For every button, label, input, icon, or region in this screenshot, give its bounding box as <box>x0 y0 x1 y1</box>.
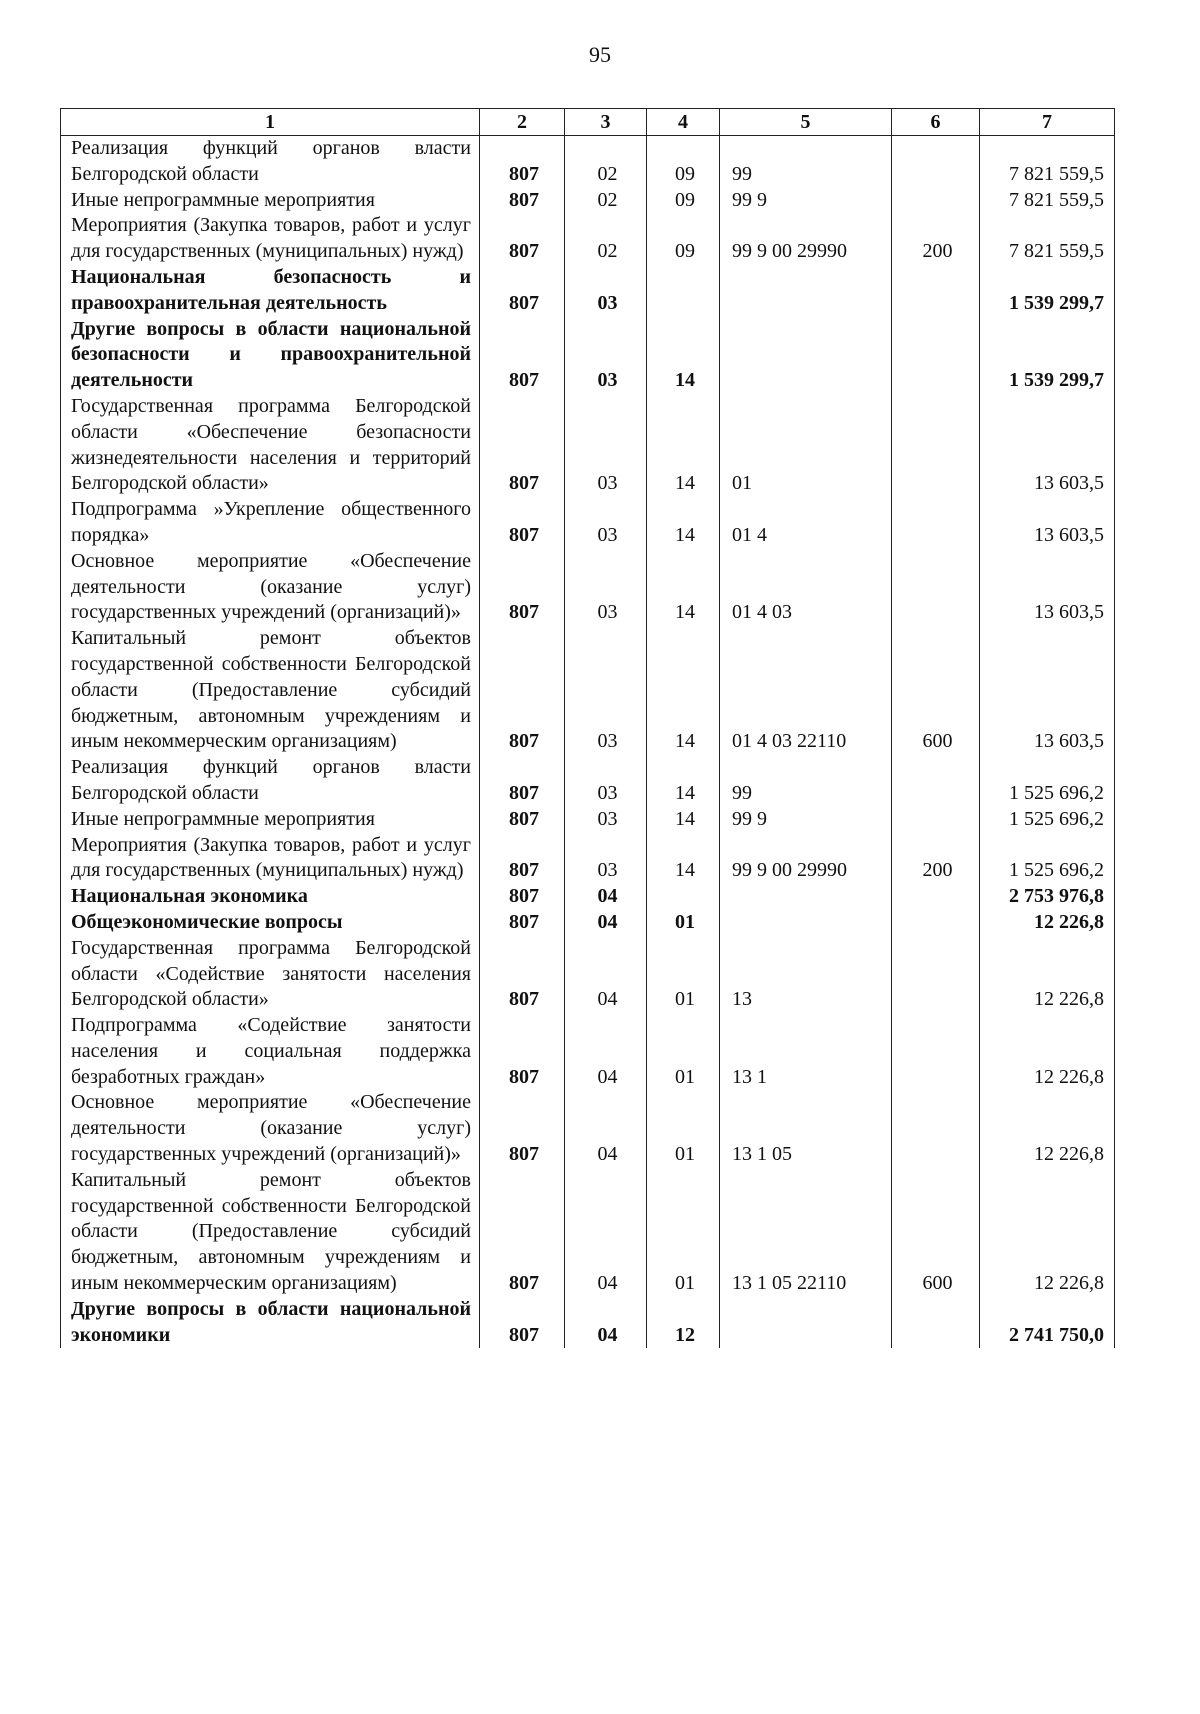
row-name: Мероприятия (Закупка товаров, работ и услуг для государственных (муниципальных) нужд) <box>61 213 480 265</box>
row-section: 03 <box>565 497 647 549</box>
row-amount: 12 226,8 <box>980 1090 1115 1167</box>
row-amount: 1 539 299,7 <box>980 265 1115 317</box>
row-section: 03 <box>565 833 647 885</box>
header-cell: 4 <box>647 109 720 136</box>
row-code-gad: 807 <box>480 136 565 188</box>
table-row <box>61 807 1115 833</box>
row-amount: 2 753 976,8 <box>980 884 1115 910</box>
header-cell: 1 <box>61 109 480 136</box>
row-amount: 13 603,5 <box>980 549 1115 626</box>
row-code-gad: 807 <box>480 497 565 549</box>
row-target-article <box>720 265 892 317</box>
row-subsection: 14 <box>647 497 720 549</box>
row-code-gad: 807 <box>480 833 565 885</box>
row-section: 04 <box>565 884 647 910</box>
row-amount: 13 603,5 <box>980 394 1115 497</box>
row-amount: 1 539 299,7 <box>980 317 1115 394</box>
row-name: Реализация функций органов власти Белгородской области <box>61 755 480 807</box>
row-amount: 13 603,5 <box>980 626 1115 755</box>
row-expense-type <box>892 394 980 497</box>
row-target-article <box>720 910 892 936</box>
row-expense-type <box>892 317 980 394</box>
row-code-gad: 807 <box>480 317 565 394</box>
row-code-gad: 807 <box>480 549 565 626</box>
row-section: 03 <box>565 626 647 755</box>
row-code-gad: 807 <box>480 188 565 214</box>
row-name: Государственная программа Белгородской области «Обеспечение безопасности жизнедеятельности населения и территорий Белгородской области» <box>61 394 480 497</box>
row-amount: 7 821 559,5 <box>980 136 1115 188</box>
row-subsection: 01 <box>647 1090 720 1167</box>
row-subsection: 14 <box>647 394 720 497</box>
row-subsection: 14 <box>647 755 720 807</box>
row-amount: 1 525 696,2 <box>980 755 1115 807</box>
row-expense-type <box>892 188 980 214</box>
row-section: 04 <box>565 910 647 936</box>
row-expense-type <box>892 265 980 317</box>
row-name: Иные непрограммные мероприятия <box>61 188 480 214</box>
row-expense-type <box>892 549 980 626</box>
row-target-article <box>720 1297 892 1349</box>
table-row <box>61 394 1115 497</box>
table-row <box>61 1013 1115 1090</box>
row-target-article: 13 <box>720 936 892 1013</box>
row-name: Общеэкономические вопросы <box>61 910 480 936</box>
header-cell: 5 <box>720 109 892 136</box>
row-section: 03 <box>565 265 647 317</box>
row-target-article: 99 9 00 29990 <box>720 213 892 265</box>
row-target-article: 13 1 05 <box>720 1090 892 1167</box>
row-name: Подпрограмма »Укрепление общественного порядка» <box>61 497 480 549</box>
row-expense-type: 200 <box>892 833 980 885</box>
row-subsection: 01 <box>647 910 720 936</box>
header-cell: 6 <box>892 109 980 136</box>
row-amount: 7 821 559,5 <box>980 213 1115 265</box>
row-subsection <box>647 884 720 910</box>
header-row <box>61 109 1115 136</box>
row-subsection: 09 <box>647 136 720 188</box>
table-row <box>61 936 1115 1013</box>
row-target-article: 01 4 03 22110 <box>720 626 892 755</box>
row-section: 03 <box>565 807 647 833</box>
row-section: 02 <box>565 213 647 265</box>
row-code-gad: 807 <box>480 1297 565 1349</box>
row-subsection: 09 <box>647 213 720 265</box>
header-cell: 7 <box>980 109 1115 136</box>
row-section: 04 <box>565 1090 647 1167</box>
row-code-gad: 807 <box>480 1168 565 1297</box>
row-expense-type <box>892 136 980 188</box>
table-row <box>61 755 1115 807</box>
row-amount: 12 226,8 <box>980 1168 1115 1297</box>
row-subsection: 14 <box>647 549 720 626</box>
row-subsection: 01 <box>647 1168 720 1297</box>
row-code-gad: 807 <box>480 394 565 497</box>
row-target-article: 13 1 <box>720 1013 892 1090</box>
row-amount: 2 741 750,0 <box>980 1297 1115 1349</box>
table-row <box>61 626 1115 755</box>
row-name: Основное мероприятие «Обеспечение деятельности (оказание услуг) государственных учреждений (организаций)» <box>61 549 480 626</box>
row-expense-type: 600 <box>892 1168 980 1297</box>
row-name: Государственная программа Белгородской области «Содействие занятости населения Белгородской области» <box>61 936 480 1013</box>
row-subsection: 01 <box>647 936 720 1013</box>
row-section: 03 <box>565 755 647 807</box>
row-amount: 13 603,5 <box>980 497 1115 549</box>
row-section: 04 <box>565 1013 647 1090</box>
row-name: Реализация функций органов власти Белгородской области <box>61 136 480 188</box>
table-row <box>61 910 1115 936</box>
row-subsection: 14 <box>647 626 720 755</box>
row-code-gad: 807 <box>480 626 565 755</box>
row-expense-type <box>892 807 980 833</box>
row-expense-type: 200 <box>892 213 980 265</box>
row-section: 02 <box>565 136 647 188</box>
page-number: 95 <box>589 42 611 67</box>
row-expense-type <box>892 910 980 936</box>
row-section: 04 <box>565 1168 647 1297</box>
row-target-article: 01 4 03 <box>720 549 892 626</box>
row-subsection: 14 <box>647 833 720 885</box>
row-subsection: 14 <box>647 317 720 394</box>
header-cell: 2 <box>480 109 565 136</box>
row-code-gad: 807 <box>480 807 565 833</box>
row-expense-type <box>892 1090 980 1167</box>
row-target-article: 99 9 <box>720 807 892 833</box>
row-amount: 12 226,8 <box>980 1013 1115 1090</box>
table-row <box>61 1168 1115 1297</box>
row-section: 03 <box>565 317 647 394</box>
row-name: Подпрограмма «Содействие занятости населения и социальная поддержка безработных граждан» <box>61 1013 480 1090</box>
row-code-gad: 807 <box>480 884 565 910</box>
row-expense-type <box>892 755 980 807</box>
row-code-gad: 807 <box>480 936 565 1013</box>
row-amount: 1 525 696,2 <box>980 807 1115 833</box>
row-target-article <box>720 884 892 910</box>
row-subsection: 12 <box>647 1297 720 1349</box>
row-amount: 12 226,8 <box>980 910 1115 936</box>
row-section: 02 <box>565 188 647 214</box>
row-section: 03 <box>565 394 647 497</box>
row-expense-type <box>892 1013 980 1090</box>
row-name: Капитальный ремонт объектов государственной собственности Белгородской области (Предоставление субсидий бюджетным, автономным учреждениям и иным некоммерческим организациям) <box>61 1168 480 1297</box>
row-amount: 12 226,8 <box>980 936 1115 1013</box>
row-code-gad: 807 <box>480 1090 565 1167</box>
row-name: Основное мероприятие «Обеспечение деятельности (оказание услуг) государственных учреждений (организаций)» <box>61 1090 480 1167</box>
row-target-article: 99 <box>720 755 892 807</box>
row-subsection: 14 <box>647 807 720 833</box>
row-amount: 7 821 559,5 <box>980 188 1115 214</box>
table-row <box>61 1090 1115 1167</box>
row-target-article: 99 <box>720 136 892 188</box>
row-code-gad: 807 <box>480 755 565 807</box>
table-row <box>61 884 1115 910</box>
row-code-gad: 807 <box>480 213 565 265</box>
row-subsection: 01 <box>647 1013 720 1090</box>
row-expense-type <box>892 497 980 549</box>
row-code-gad: 807 <box>480 910 565 936</box>
row-section: 03 <box>565 549 647 626</box>
row-name: Капитальный ремонт объектов государственной собственности Белгородской области (Предоставление субсидий бюджетным, автономным учреждениям и иным некоммерческим организациям) <box>61 626 480 755</box>
row-target-article: 99 9 00 29990 <box>720 833 892 885</box>
row-section: 04 <box>565 936 647 1013</box>
table-row <box>61 317 1115 394</box>
table-row <box>61 265 1115 317</box>
row-name: Другие вопросы в области национальной безопасности и правоохранительной деятельности <box>61 317 480 394</box>
row-subsection: 09 <box>647 188 720 214</box>
table-row <box>61 188 1115 214</box>
table-row <box>61 136 1115 188</box>
row-name: Другие вопросы в области национальной экономики <box>61 1297 480 1349</box>
row-name: Мероприятия (Закупка товаров, работ и услуг для государственных (муниципальных) нужд) <box>61 833 480 885</box>
row-expense-type <box>892 884 980 910</box>
table-row <box>61 213 1115 265</box>
row-expense-type: 600 <box>892 626 980 755</box>
row-name: Иные непрограммные мероприятия <box>61 807 480 833</box>
row-expense-type <box>892 1297 980 1349</box>
table-row <box>61 1297 1115 1349</box>
row-subsection <box>647 265 720 317</box>
row-amount: 1 525 696,2 <box>980 833 1115 885</box>
row-code-gad: 807 <box>480 1013 565 1090</box>
row-section: 04 <box>565 1297 647 1349</box>
row-target-article: 01 4 <box>720 497 892 549</box>
table-row <box>61 833 1115 885</box>
row-name: Национальная экономика <box>61 884 480 910</box>
row-expense-type <box>892 936 980 1013</box>
row-target-article: 99 9 <box>720 188 892 214</box>
header-cell: 3 <box>565 109 647 136</box>
table-row <box>61 497 1115 549</box>
budget-table <box>60 108 1115 1348</box>
row-target-article: 01 <box>720 394 892 497</box>
row-target-article <box>720 317 892 394</box>
table-row <box>61 549 1115 626</box>
row-code-gad: 807 <box>480 265 565 317</box>
row-name: Национальная безопасность и правоохранительная деятельность <box>61 265 480 317</box>
table-body <box>61 136 1115 1349</box>
row-target-article: 13 1 05 22110 <box>720 1168 892 1297</box>
